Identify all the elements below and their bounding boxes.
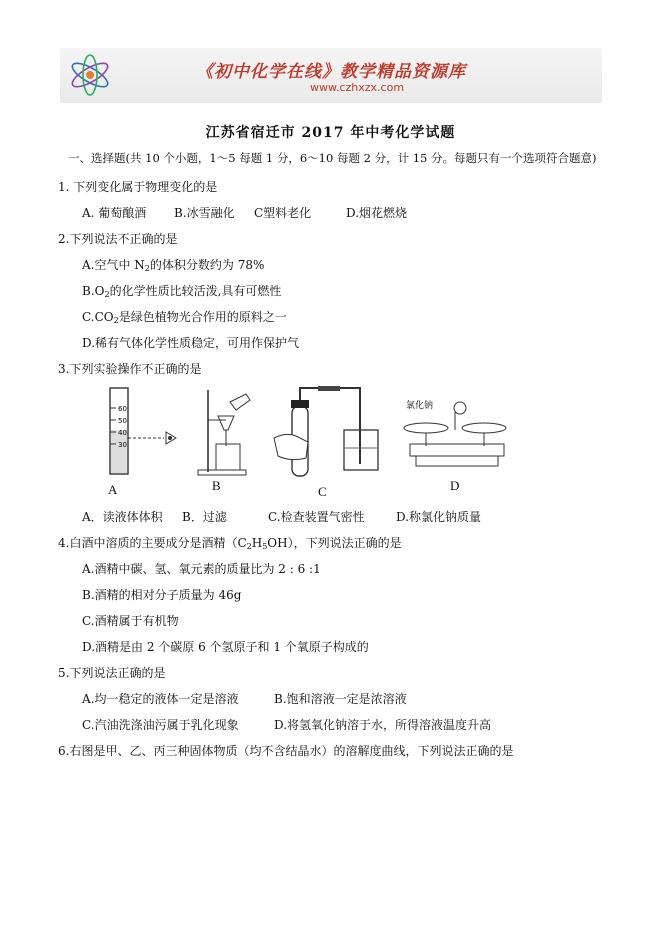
section-heading: 一、选择题(共 10 个小题，1～5 每题 1 分，6～10 每题 2 分，计 15 分。每题只有一个选项符合题意) xyxy=(68,151,597,165)
q3-option-b: B．过滤 xyxy=(182,510,227,524)
q5-option-a: A.均一稳定的液体一定是溶液 xyxy=(82,692,239,706)
q5-option-b: B.饱和溶液一定是浓溶液 xyxy=(274,692,407,706)
question-4-stem: 4.白酒中溶质的主要成分是酒精$(C_2H_5OH)$，下列说法正确的是 xyxy=(58,536,402,551)
q4-option-d: D.酒精是由 2 个碳原 6 个氢原子和 1 个氧原子构成的 xyxy=(82,640,369,654)
q2-option-c: $C.CO_2$是绿色植物光合作用的原料之一 xyxy=(82,310,287,325)
question-6-stem: 6.右图是甲、乙、丙三种固体物质（均不含结晶水）的溶解度曲线，下列说法正确的是 xyxy=(58,744,514,758)
q5-option-c: C.汽油洗涤油污属于乳化现象 xyxy=(82,718,239,732)
q5-options-row-1 xyxy=(82,691,522,707)
tick-60: 60 xyxy=(118,405,127,413)
tick-50: 50 xyxy=(118,417,127,425)
question-1-options xyxy=(82,205,482,221)
q3-option-a: A．读液体体积 xyxy=(82,510,163,524)
header-banner xyxy=(60,48,602,103)
question-1-stem: 1. 下列变化属于物理变化的是 xyxy=(58,180,218,194)
figure-c-airtightness-check xyxy=(266,386,386,486)
figure-label-d: D xyxy=(450,478,460,493)
question-2-stem: 2.下列说法不正确的是 xyxy=(58,232,178,246)
q1-option-a: A. 葡萄酿酒 xyxy=(82,206,147,220)
q2-option-a: A.空气中 $N_2$的体积分数约为 78% xyxy=(82,258,265,273)
q4-option-c: C.酒精属于有机物 xyxy=(82,614,179,628)
q4-option-b: B.酒精的相对分子质量为 46g xyxy=(82,588,242,602)
q5-option-d: D.将氢氧化钠溶于水，所得溶液温度升高 xyxy=(274,718,492,732)
question-5-stem: 5.下列说法正确的是 xyxy=(58,666,166,680)
q3-option-c: C.检查装置气密性 xyxy=(268,510,365,524)
tick-30: 30 xyxy=(118,441,127,449)
figure-d-balance xyxy=(396,386,514,478)
figure-a-cylinder-reading xyxy=(96,386,186,478)
figure-label-b: B xyxy=(212,478,221,493)
q3-option-d: D.称氯化钠质量 xyxy=(396,510,482,524)
question-3-stem: 3.下列实验操作不正确的是 xyxy=(58,362,202,376)
atom-logo-icon xyxy=(66,51,114,99)
banner-url: www.czhxzx.com xyxy=(310,81,405,94)
figure-b-filtration xyxy=(190,386,256,478)
figure-label-c: C xyxy=(318,484,327,499)
document-title: 江苏省宿迁市 2017 年中考化学试题 xyxy=(205,125,456,141)
q1-option-b: B.冰雪融化 xyxy=(174,206,235,220)
q5-options-row-2 xyxy=(82,717,522,733)
banner-title: 《初中化学在线》教学精品资源库 xyxy=(196,62,466,82)
q2-option-b: $B.O_2$的化学性质比较活泼,具有可燃性 xyxy=(82,284,282,299)
figure-label-a: A xyxy=(108,482,118,497)
q2-option-d: D.稀有气体化学性质稳定，可用作保护气 xyxy=(82,336,300,350)
q1-option-c: C塑料老化 xyxy=(254,206,312,220)
tick-40: 40 xyxy=(118,429,127,437)
q1-option-d: D.烟花燃烧 xyxy=(346,206,408,220)
question-3-options xyxy=(82,509,502,525)
q4-option-a: A.酒精中碳、氢、氧元素的质量比为 2 : 6 :1 xyxy=(82,562,321,576)
sodium-chloride-label: 氯化钠 xyxy=(406,401,434,411)
